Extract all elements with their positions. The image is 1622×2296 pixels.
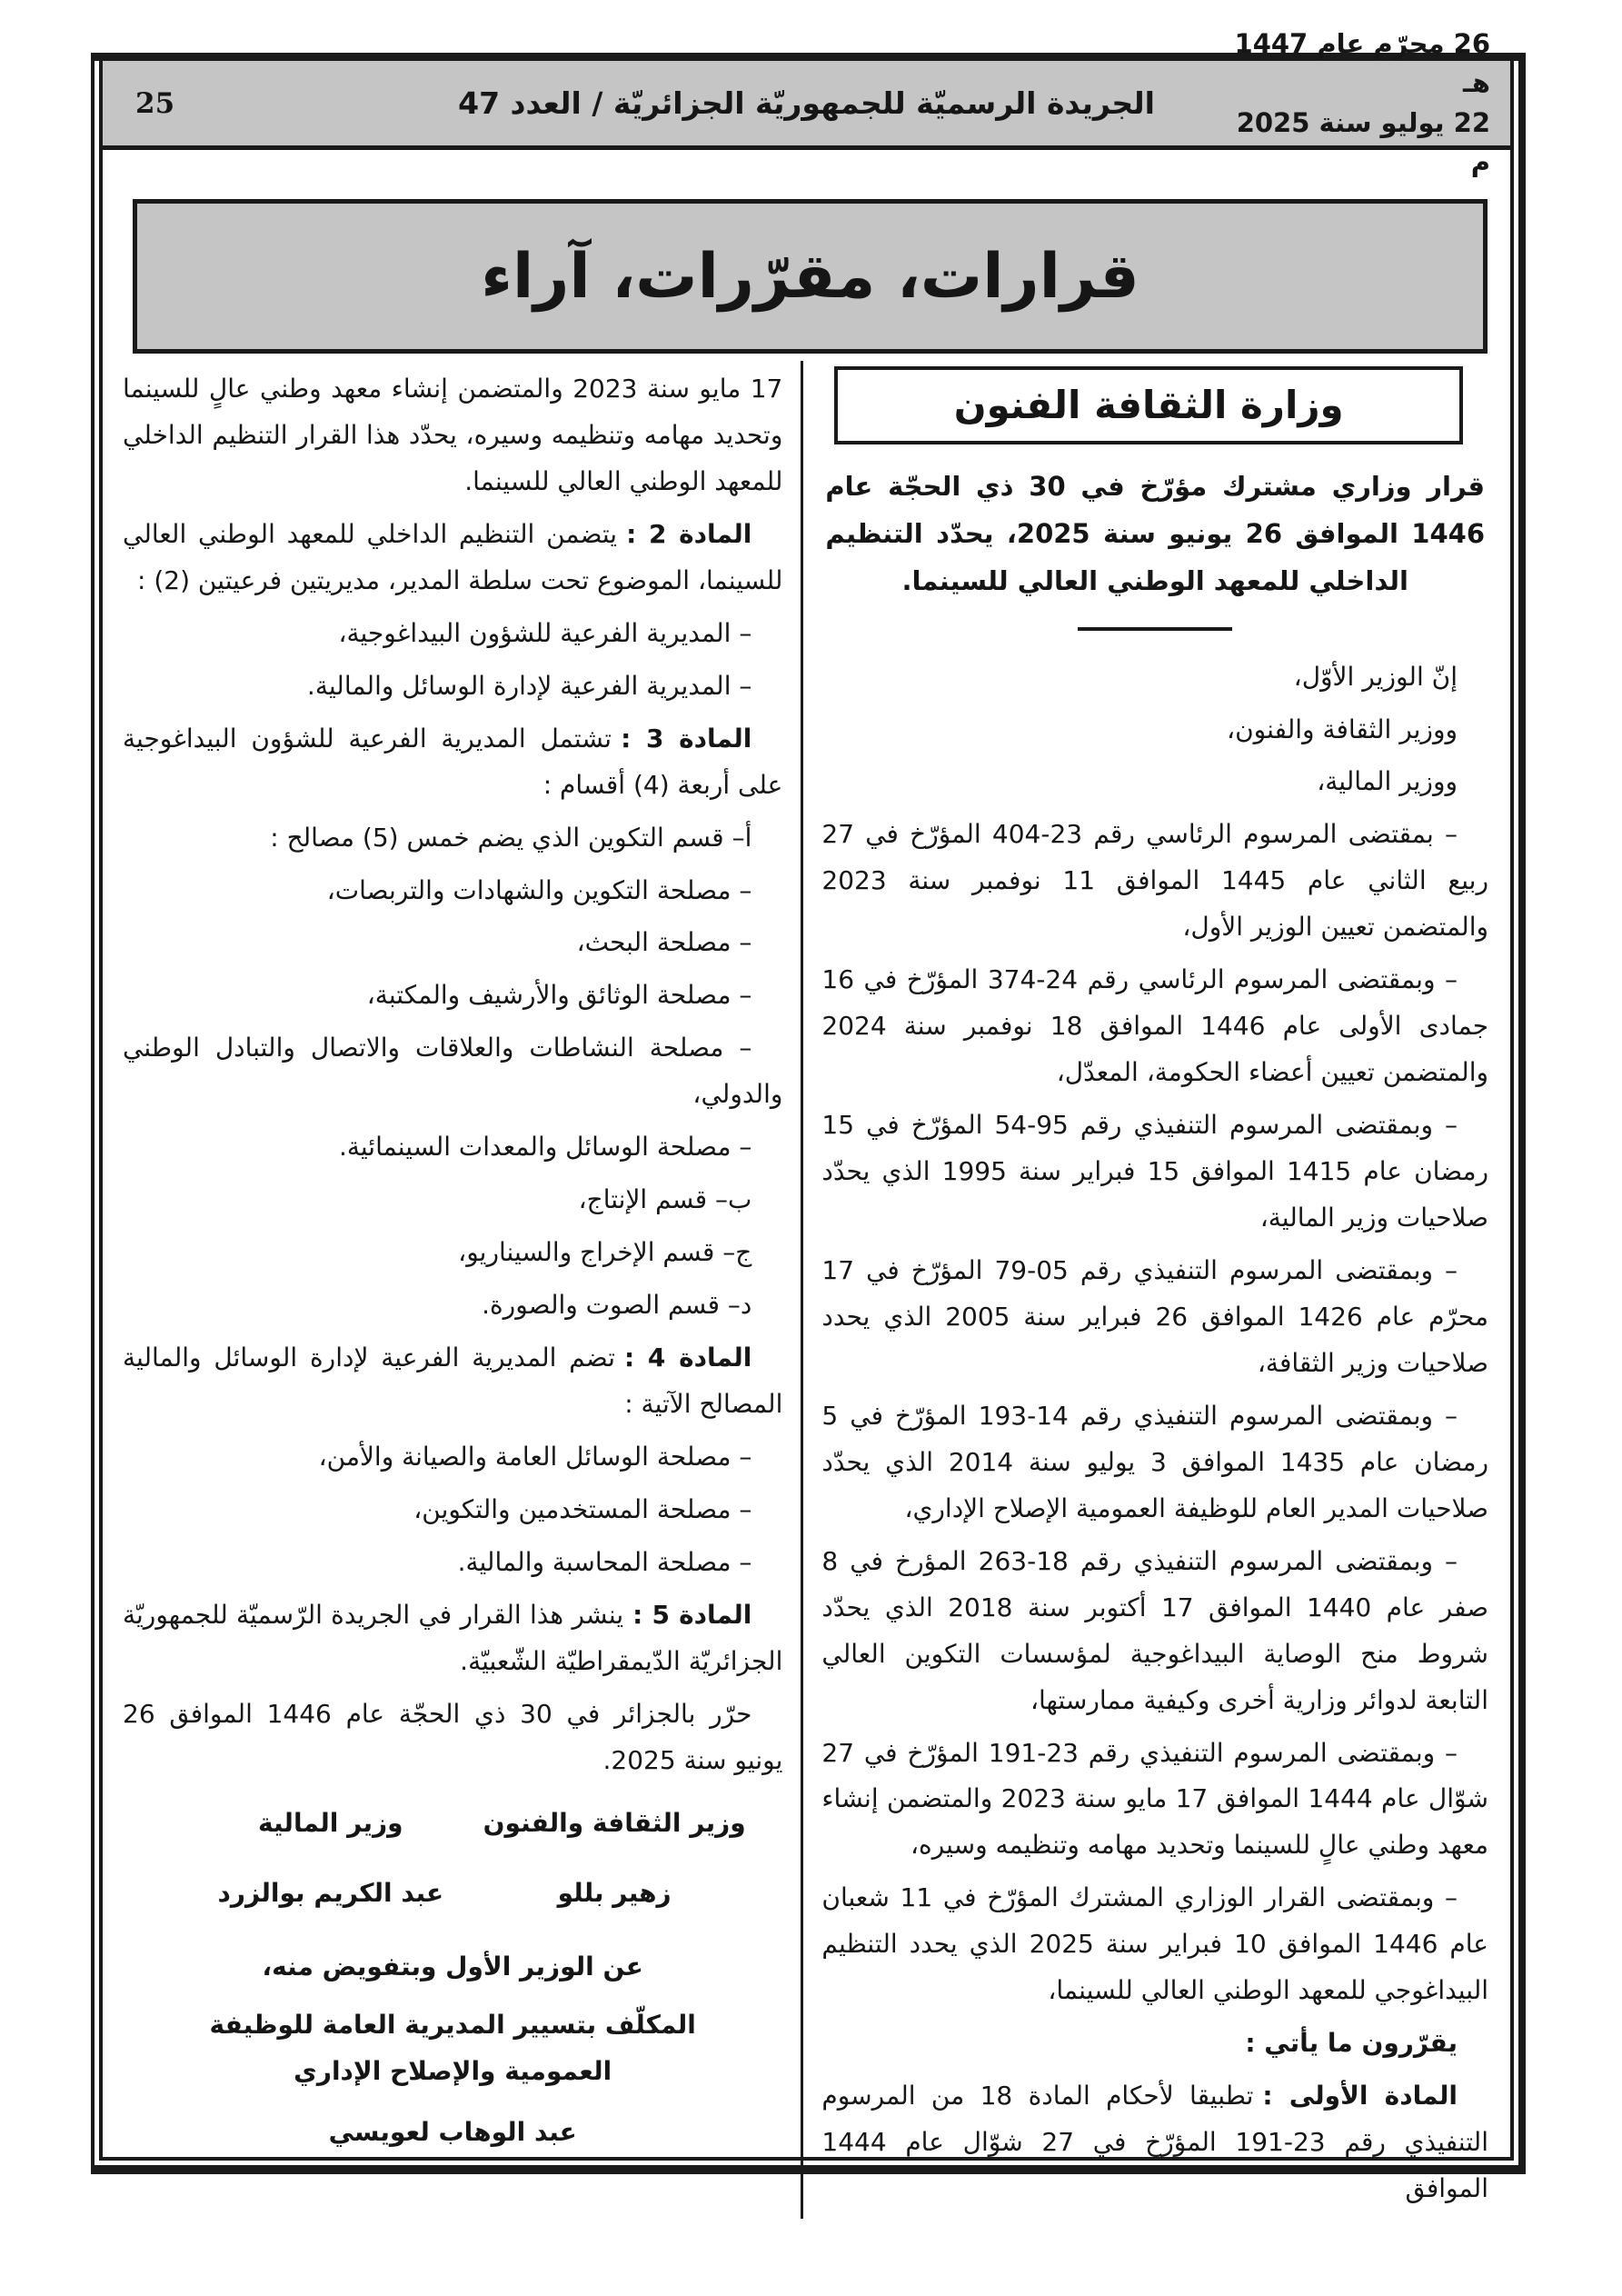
journal-title: الجريدة الرسميّة للجمهوريّة الجزائريّة / العدد 47 — [458, 85, 1155, 121]
signature-names-row — [123, 1871, 782, 1917]
ministry-heading-box — [834, 366, 1463, 444]
visa-paragraph: – وبمقتضى المرسوم التنفيذي رقم 05-79 المؤرّخ في 17 محرّم عام 1426 الموافق 26 فبراير سنة 2005 الذي يحدد صلاحيات وزير الثقافة، — [821, 1255, 1489, 1378]
left-column — [112, 361, 801, 2219]
article-paragraph — [821, 2073, 1488, 2212]
article-paragraph — [123, 1592, 782, 1685]
list-item: – المديرية الفرعية للشؤون البيداغوجية، — [338, 617, 752, 648]
visa-paragraph: – وبمقتضى القرار الوزاري المشترك المؤرّخ في 11 شعبان عام 1446 الموافق 10 فبراير سنة 2025 الذي يحدد التنظيم البيداغوجي للمعهد الوطني العالي للسينما، — [821, 1882, 1489, 2006]
article-text: ينشر هذا القرار في الجريدة الرّسميّة للجمهوريّة الجزائريّة الدّيمقراطيّة الشّعبيّة. — [123, 1599, 783, 1676]
delegation-signatory-name: عبد الوهاب لعويسي — [328, 2117, 577, 2148]
article-paragraph — [123, 1335, 782, 1428]
visa-paragraph: – وبمقتضى المرسوم التنفيذي رقم 18-263 المؤرخ في 8 صفر عام 1440 الموافق 17 أكتوبر سنة 2018 الذي يحدّد شروط منح الوصاية البيداغوجية لمؤسسات التكوين العالي التابعة لدوائر وزارية أخرى وكيفية ممارستها، — [821, 1545, 1489, 1715]
article-text: تطبيقا لأحكام المادة 18 من المرسوم التنفيذي رقم 23-191 المؤرّخ في 27 شوّال عام 1444 الموافق — [821, 2081, 1488, 2204]
visa-paragraph: – بمقتضى المرسوم الرئاسي رقم 23-404 المؤرّخ في 27 ربيع الثاني عام 1445 الموافق 11 نوفمبر سنة 2023 والمتضمن تعيين الوزير الأول، — [821, 819, 1488, 943]
preamble-line: إنّ الوزير الأوّل، — [1293, 661, 1458, 692]
article-continuation — [123, 366, 782, 505]
article-text: تضم المديرية الفرعية لإدارة الوسائل والمالية المصالح الآتية : — [123, 1343, 783, 1420]
signature-titles-row — [123, 1801, 782, 1847]
article-lead: المادة الأولى : — [1262, 2081, 1458, 2111]
date-gregorian: 22 يوليو سنة 2025 م — [1236, 106, 1490, 177]
list-item: – مصلحة البحث، — [576, 927, 752, 958]
decree-title: قرار وزاري مشترك مؤرّخ في 30 ذي الحجّة عام 1446 الموافق 26 يونيو سنة 2025، يحدّد التنظيم الداخلي للمعهد الوطني العالي للسينما. — [825, 471, 1486, 597]
delegation-note: عن الوزير الأول وبتفويض منه، — [262, 1951, 643, 1982]
article-lead: المادة 4 : — [624, 1343, 752, 1373]
signature-title-finance: وزير المالية — [258, 1807, 403, 1838]
closing-date-line: حرّر بالجزائر في 30 ذي الحجّة عام 1446 الموافق 26 يونيو سنة 2025. — [123, 1698, 783, 1775]
decides-clause: يقرّرون ما يأتي : — [1245, 2028, 1458, 2059]
list-item: أ– قسم التكوين الذي يضم خمس (5) مصالح : — [270, 822, 752, 853]
issue-dates — [1213, 25, 1490, 183]
page-frame-inner — [99, 27, 1514, 2204]
visa-paragraph: – وبمقتضى المرسوم التنفيذي رقم 95-54 المؤرّخ في 15 رمضان عام 1415 الموافق 15 فبراير سنة 1995 الذي يحدّد صلاحيات وزير المالية، — [821, 1110, 1488, 1233]
section-banner-title: قرارات، مقرّرات، آراء — [481, 240, 1139, 313]
list-item: – مصلحة الوسائل والمعدات السينمائية. — [338, 1132, 752, 1163]
journal-header — [103, 27, 1510, 177]
article-paragraph — [123, 716, 782, 809]
article-lead: المادة 3 : — [621, 723, 752, 754]
preamble-line: ووزير المالية، — [1317, 766, 1458, 797]
page-number: 25 — [135, 86, 175, 120]
article-lead: المادة 2 : — [626, 518, 752, 549]
right-column — [801, 361, 1503, 2219]
list-item: – مصلحة المحاسبة والمالية. — [457, 1546, 752, 1577]
article-paragraph — [123, 512, 782, 604]
list-item: – المديرية الفرعية لإدارة الوسائل والمالية. — [306, 670, 752, 701]
signature-name-culture: زهير بللو — [557, 1877, 672, 1908]
separator-rule — [1078, 627, 1232, 631]
ministry-heading: وزارة الثقافة الفنون — [953, 382, 1344, 427]
visa-paragraph: – وبمقتضى المرسوم التنفيذي رقم 14-193 المؤرّخ في 5 رمضان عام 1435 الموافق 3 يوليو سنة 2014 الذي يحدّد صلاحيات المدير العام للوظيفة العمومية الإصلاح الإداري، — [821, 1400, 1489, 1523]
article-lead: المادة 5 : — [632, 1599, 752, 1630]
list-item: – مصلحة النشاطات والعلاقات والاتصال والتبادل الوطني والدولي، — [123, 1033, 783, 1110]
list-item: د– قسم الصوت والصورة. — [482, 1290, 752, 1321]
list-item: – مصلحة الوسائل العامة والصيانة والأمن، — [318, 1442, 752, 1472]
list-item: ج– قسم الإخراج والسيناريو، — [458, 1237, 752, 1268]
list-item: – مصلحة التكوين والشهادات والتربصات، — [326, 874, 752, 905]
article-text: يتضمن التنظيم الداخلي للمعهد الوطني العالي للسينما، الموضوع تحت سلطة المدير، مديريتين فرعيتين (2) : — [123, 518, 783, 595]
section-banner — [133, 199, 1488, 354]
list-item: – مصلحة الوثائق والأرشيف والمكتبة، — [366, 980, 752, 1011]
signature-title-culture: وزير الثقافة والفنون — [483, 1807, 746, 1838]
preamble-line: ووزير الثقافة والفنون، — [1227, 714, 1458, 744]
list-item: ب– قسم الإنتاج، — [578, 1184, 752, 1215]
delegation-role: المكلّف بتسيير المديرية العامة للوظيفة العمومية والإصلاح الإداري — [209, 2009, 696, 2087]
article-text: 17 مايو سنة 2023 والمتضمن إنشاء معهد وطني عالٍ للسينما وتحديد مهامه وتنظيمه وسيره، يحدّد هذا القرار التنظيم الداخلي للمعهد الوطني العالي للسينما. — [123, 374, 783, 496]
list-item: – مصلحة المستخدمين والتكوين، — [413, 1493, 752, 1524]
date-hijri: 26 محرّم عام 1447 هـ — [1234, 27, 1490, 98]
visa-paragraph: – وبمقتضى المرسوم التنفيذي رقم 23-191 المؤرّخ في 27 شوّال عام 1444 الموافق 17 مايو سنة 2023 والمتضمن إنشاء معهد وطني عالٍ للسينما وتحديد مهامه وتنظيمه وسيره، — [821, 1737, 1488, 1861]
visa-paragraph: – وبمقتضى المرسوم الرئاسي رقم 24-374 المؤرّخ في 16 جمادى الأولى عام 1446 الموافق 18 نوفمبر سنة 2024 والمتضمن تعيين أعضاء الحكومة، المعدّل، — [821, 964, 1489, 1088]
signature-name-finance: عبد الكريم بوالزرد — [217, 1877, 444, 1908]
article-text: تشتمل المديرية الفرعية للشؤون البيداغوجية على أربعة (4) أقسام : — [123, 723, 783, 800]
content-body — [103, 354, 1510, 2228]
page-frame — [91, 27, 1526, 2204]
